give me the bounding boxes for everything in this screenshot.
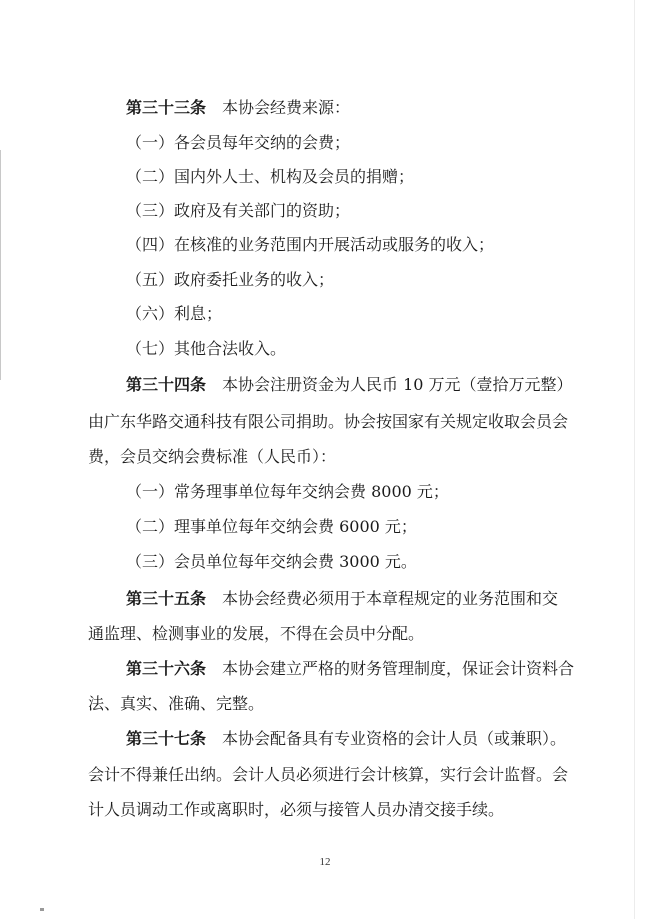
article-text: 本协会注册资金为人民币 10 万元（壹拾万元整） [222, 375, 573, 394]
article-text: 本协会经费来源： [222, 98, 351, 117]
page-number: 12 [319, 856, 331, 868]
article-34-heading [0, 374, 650, 396]
paragraph-line: 计人员调动工作或离职时，必须与接管人员办清交接手续。 [88, 800, 505, 819]
list-item: （二）国内外人士、机构及会员的捐赠； [126, 167, 415, 186]
list-item: （一）常务理事单位每年交纳会费 8000 元； [126, 482, 449, 501]
list-item: （四）在核准的业务范围内开展活动或服务的收入； [126, 235, 495, 254]
scan-dust-mark [40, 908, 44, 911]
article-number: 第三十六条 [126, 659, 207, 678]
article-text: 本协会配备具有专业资格的会计人员（或兼职）。 [222, 729, 567, 748]
article-36-heading [0, 658, 650, 680]
list-item: （五）政府委托业务的收入； [126, 270, 335, 289]
article-number: 第三十七条 [126, 729, 207, 748]
list-item: （六）利息； [126, 304, 223, 323]
list-item: （三）会员单位每年交纳会费 3000 元。 [126, 552, 417, 571]
article-text: 本协会经费必须用于本章程规定的业务范围和交 [222, 589, 559, 608]
article-number: 第三十四条 [126, 375, 207, 394]
list-item: （一）各会员每年交纳的会费； [126, 133, 351, 152]
paragraph-line: 会计不得兼任出纳。会计人员必须进行会计核算，实行会计监督。会 [88, 765, 569, 784]
scan-edge-mark [634, 0, 635, 919]
article-number: 第三十五条 [126, 589, 207, 608]
paragraph-line: 费，会员交纳会费标准（人民币）： [88, 447, 337, 466]
paragraph-line: 由广东华路交通科技有限公司捐助。协会按国家有关规定收取会员会 [88, 412, 569, 431]
scan-edge-mark [0, 150, 1, 380]
paragraph-line: 法、真实、准确、完整。 [88, 694, 265, 713]
list-item: （三）政府及有关部门的资助； [126, 201, 351, 220]
article-number: 第三十三条 [126, 98, 207, 117]
article-33-heading [0, 97, 650, 119]
list-item: （七）其他合法收入。 [126, 339, 287, 358]
list-item: （二）理事单位每年交纳会费 6000 元； [126, 517, 417, 536]
article-text: 本协会建立严格的财务管理制度，保证会计资料合 [222, 659, 575, 678]
article-35-heading [0, 588, 650, 610]
paragraph-line: 通监理、检测事业的发展，不得在会员中分配。 [88, 624, 425, 643]
article-37-heading [0, 728, 650, 750]
